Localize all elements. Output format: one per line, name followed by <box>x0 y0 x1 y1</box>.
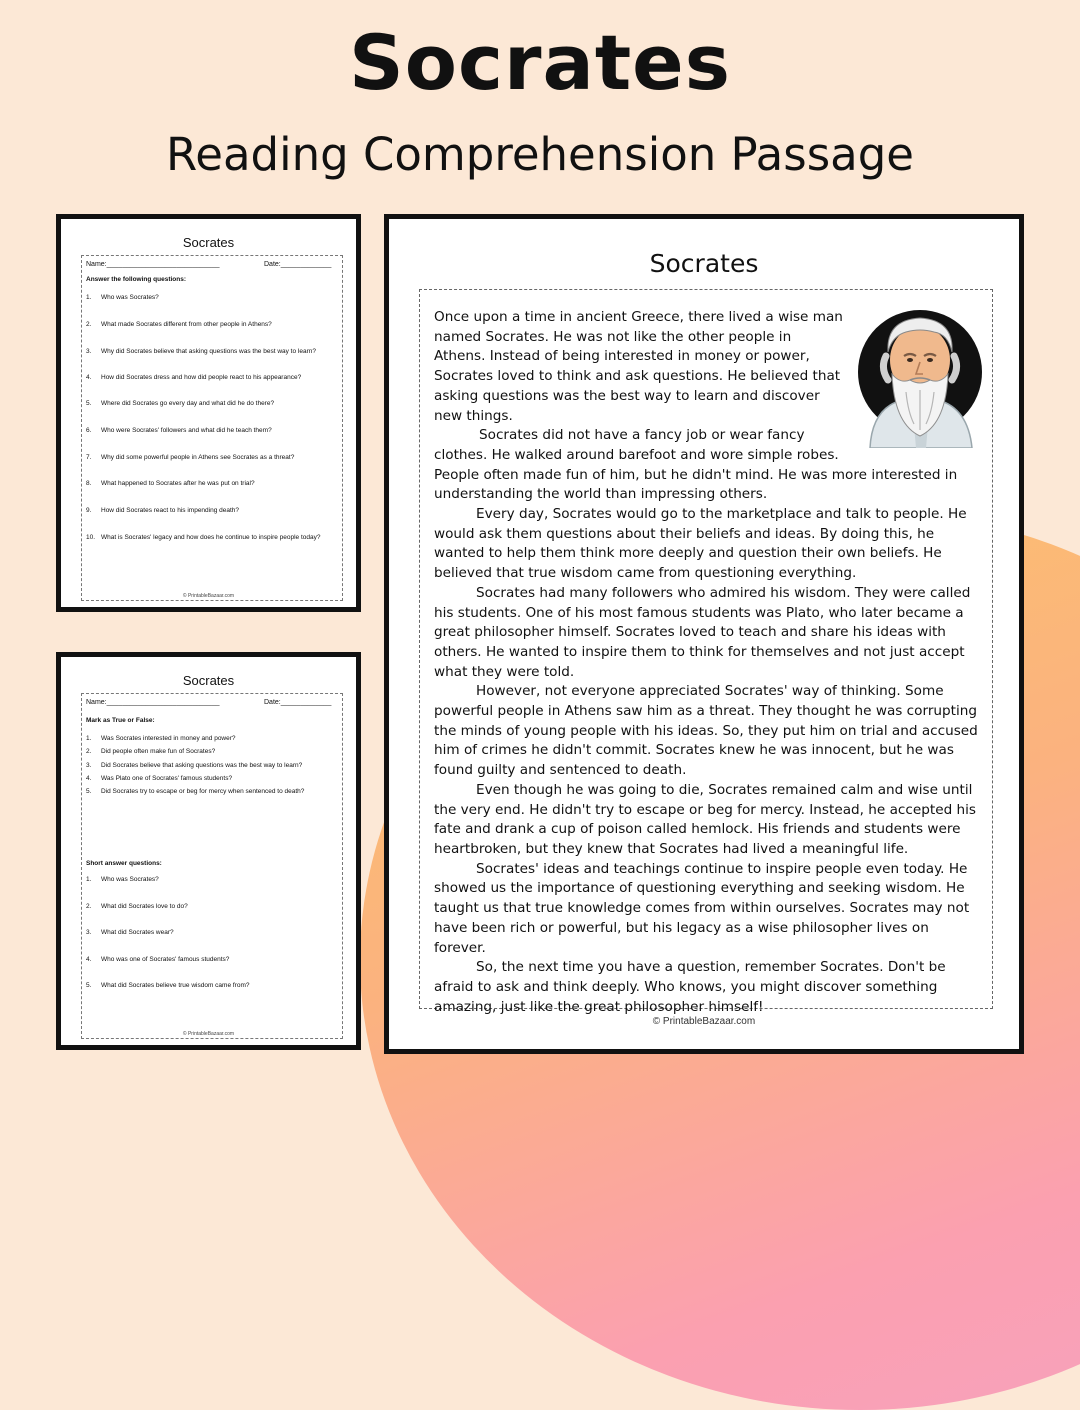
true-false-item: 2. Did people often make fun of Socrates? <box>86 748 216 755</box>
worksheet-title: Socrates <box>182 235 235 250</box>
question-item: 7. Why did some powerful people in Athens see Socrates as a threat? <box>86 454 295 461</box>
worksheet-title: Socrates <box>182 673 235 688</box>
passage-paragraph: Every day, Socrates would go to the marketplace and talk to people. He would ask them questions about their beliefs and ideas. By doing this, he wanted to help them think more deeply and question their own beliefs. He believed that true wisdom came from questioning everything. <box>434 506 967 582</box>
page-subtitle: Reading Comprehension Passage <box>166 128 914 181</box>
question-item: 1. Who was Socrates? <box>86 294 159 301</box>
socrates-portrait-image <box>852 300 988 448</box>
true-false-item: 4. Was Plato one of Socrates' famous students? <box>86 775 233 782</box>
question-item: 9. How did Socrates react to his impending death? <box>86 507 240 514</box>
short-answer-item: 4. Who was one of Socrates' famous students? <box>86 956 230 963</box>
question-item: 8. What happened to Socrates after he was put on trial? <box>86 480 255 487</box>
question-item: 5. Where did Socrates go every day and what did he do there? <box>86 400 275 407</box>
short-answer-heading: Short answer questions: <box>86 860 162 867</box>
true-false-item: 5. Did Socrates try to escape or beg for mercy when sentenced to death? <box>86 788 305 795</box>
short-answer-item: 3. What did Socrates wear? <box>86 929 174 936</box>
question-item: 2. What made Socrates different from other people in Athens? <box>86 321 272 328</box>
name-label: Name:_____________________________ <box>86 699 220 706</box>
worksheet-footer: © PrintableBazaar.com <box>182 593 235 599</box>
question-item: 10. What is Socrates' legacy and how does he continue to inspire people today? <box>86 534 321 541</box>
worksheet-true-false-thumbnail <box>56 652 361 1050</box>
passage-paragraph: Socrates did not have a fancy job or wear fancy clothes. He walked around barefoot and wore simple robes. People often made fun of him, but he didn't mind. He was more interested in understanding the world than impressing others. <box>434 427 958 503</box>
passage-paragraph: Socrates' ideas and teachings continue to inspire people even today. He showed us the importance of questioning everything and seeking wisdom. He taught us that true knowledge comes from within ourselves. Socrates may not have been rich or powerful, but his legacy as a wise philosopher lives on forever. <box>434 860 970 956</box>
worksheet-box <box>81 693 343 1039</box>
question-item: 4. How did Socrates dress and how did people react to his appearance? <box>86 374 302 381</box>
true-false-heading: Mark as True or False: <box>86 717 155 724</box>
short-answer-item: 2. What did Socrates love to do? <box>86 903 188 910</box>
question-item: 6. Who were Socrates' followers and what did he teach them? <box>86 427 272 434</box>
name-label: Name:_____________________________ <box>86 261 220 268</box>
short-answer-item: 1. Who was Socrates? <box>86 876 159 883</box>
passage-paragraph: Even though he was going to die, Socrates remained calm and wise until the very end. He didn't try to escape or beg for mercy. Instead, he accepted his fate and drank a cup of poison called hemlock. His friends and students were heartbroken, but they knew that Socrates had lived a meaningful life. <box>434 781 976 857</box>
true-false-item: 3. Did Socrates believe that asking questions was the best way to learn? <box>86 762 303 769</box>
passage-title: Socrates <box>649 249 759 278</box>
worksheet-questions-thumbnail <box>56 214 361 612</box>
date-label: Date:_____________ <box>264 261 332 268</box>
passage-paragraph: However, not everyone appreciated Socrates' way of thinking. Some powerful people in Athens saw him as a threat. They thought he was corrupting the minds of young people with his ideas. So, they put him on trial and accused him of crimes he didn't commit. Socrates knew he was innocent, but he was found guilty and sentenced to death. <box>434 683 978 779</box>
page-title: Socrates <box>349 18 731 107</box>
passage-page <box>384 214 1024 1054</box>
passage-paragraph: So, the next time you have a question, remember Socrates. Don't be afraid to ask and think deeply. Who knows, you might discover something amazing, just like the great philosopher himself! <box>434 959 946 1015</box>
passage-text <box>434 308 982 1017</box>
passage-paragraph: Once upon a time in ancient Greece, there lived a wise man named Socrates. He was not like the other people in Athens. Instead of being interested in money or power, Socrates loved to think and ask questions. He believed that asking questions was the best way to learn and discover new things. <box>434 309 843 424</box>
short-answer-item: 5. What did Socrates believe true wisdom came from? <box>86 982 250 989</box>
passage-box <box>419 289 993 1015</box>
true-false-item: 1. Was Socrates interested in money and power? <box>86 735 236 742</box>
name-date-row <box>86 261 338 268</box>
passage-paragraph: Socrates had many followers who admired his wisdom. They were called his students. One of his most famous students was Plato, who later became a great philosopher himself. Socrates loved to teach and share his ideas with others. He wanted to inspire them to think for themselves and not just accept what they were told. <box>434 584 971 680</box>
question-item: 3. Why did Socrates believe that asking questions was the best way to learn? <box>86 348 316 355</box>
passage-footer: © PrintableBazaar.com <box>652 1016 756 1027</box>
worksheet-footer: © PrintableBazaar.com <box>182 1031 235 1037</box>
name-date-row <box>86 699 338 706</box>
date-label: Date:_____________ <box>264 699 332 706</box>
instructions-heading: Answer the following questions: <box>86 276 187 283</box>
worksheet-box <box>81 255 343 601</box>
